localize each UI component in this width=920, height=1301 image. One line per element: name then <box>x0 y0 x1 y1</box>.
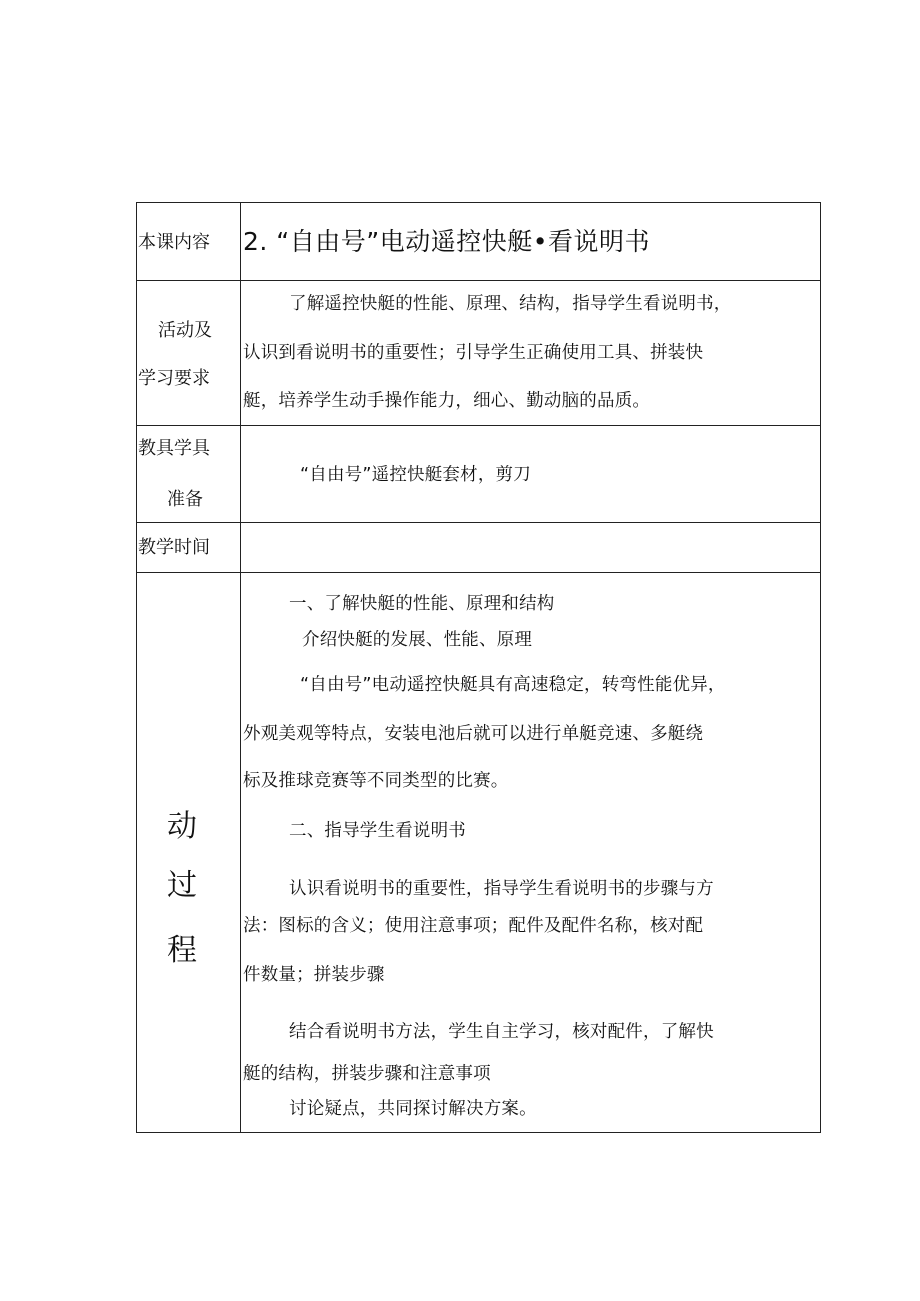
process-line-2: 介绍快艇的发展、性能、原理 <box>302 630 533 650</box>
process-label-char-3: 程 <box>167 933 197 968</box>
process-label-char-1: 动 <box>167 809 197 844</box>
activity-text-line2: 认识到看说明书的重要性；引导学生正确使用工具、拼装快 <box>243 343 704 363</box>
row-divider-2 <box>136 425 821 426</box>
activity-text-line3: 艇，培养学生动手操作能力，细心、勤动脑的品质。 <box>243 391 651 411</box>
activity-label-line2: 学习要求 <box>138 368 210 389</box>
table-border-right <box>820 202 821 1133</box>
row-divider-3 <box>136 522 821 523</box>
table-border-top <box>136 202 821 203</box>
materials-value: “自由号”遥控快艇套材，剪刀 <box>300 465 531 485</box>
process-line-4: 外观美观等特点，安装电池后就可以进行单艇竞速、多艇绕 <box>243 724 704 744</box>
process-line-12: 讨论疑点，共同探讨解决方案。 <box>289 1099 537 1119</box>
table-column-divider <box>240 202 241 1133</box>
process-line-11: 艇的结构，拼装步骤和注意事项 <box>243 1064 491 1084</box>
process-line-6: 二、指导学生看说明书 <box>289 821 466 841</box>
content-label: 本课内容 <box>138 232 210 253</box>
process-label-char-2: 过 <box>167 868 197 903</box>
activity-text-line1: 了解遥控快艇的性能、原理、结构，指导学生看说明书， <box>289 294 732 314</box>
process-line-9: 件数量；拼装步骤 <box>243 965 385 985</box>
lesson-title: 2. “自由号”电动遥控快艇•看说明书 <box>243 227 650 256</box>
materials-label-line2: 准备 <box>167 489 203 510</box>
activity-label-line1: 活动及 <box>158 320 212 341</box>
materials-label-line1: 教具学具 <box>138 438 210 459</box>
process-line-5: 标及推球竞赛等不同类型的比赛。 <box>243 771 509 791</box>
table-border-bottom <box>136 1132 821 1133</box>
table-border-left <box>136 202 137 1133</box>
process-line-3: “自由号”电动遥控快艇具有高速稳定，转弯性能优异， <box>300 675 726 695</box>
row-divider-4 <box>136 572 821 573</box>
process-line-7: 认识看说明书的重要性，指导学生看说明书的步骤与方 <box>289 879 714 899</box>
process-line-1: 一、了解快艇的性能、原理和结构 <box>289 594 555 614</box>
row-divider-1 <box>136 280 821 281</box>
process-line-8: 法：图标的含义；使用注意事项；配件及配件名称，核对配 <box>243 916 704 936</box>
time-label: 教学时间 <box>138 537 210 558</box>
process-line-10: 结合看说明书方法，学生自主学习，核对配件，了解快 <box>289 1022 714 1042</box>
